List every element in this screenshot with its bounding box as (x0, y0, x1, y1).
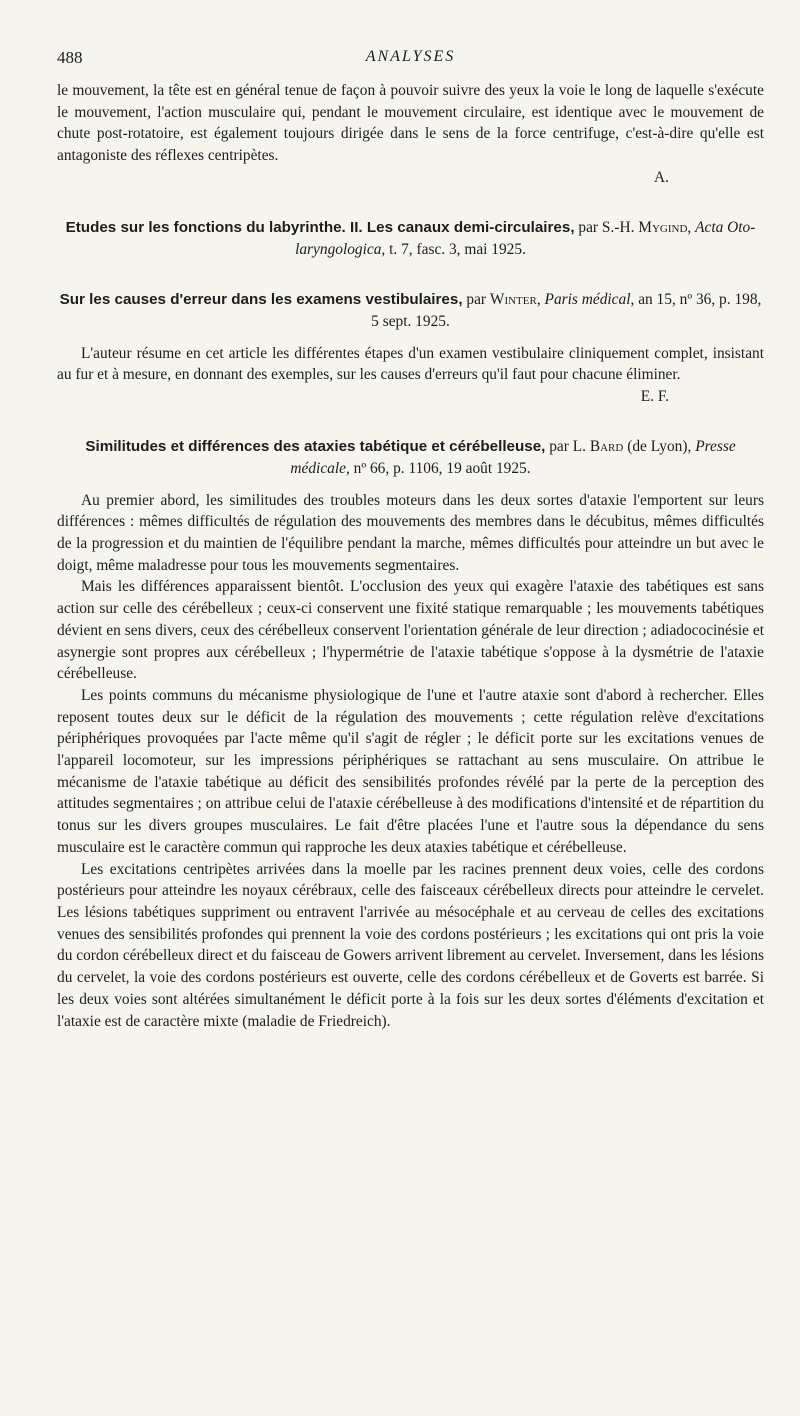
article-journal: Presse médicale, (290, 437, 736, 477)
article-1 (57, 217, 764, 261)
article-2 (57, 289, 764, 408)
article-title: Sur les causes d'erreur dans les examens vestibulaires, (59, 290, 463, 308)
article-by: par (578, 218, 599, 236)
page-header (57, 40, 764, 80)
abstract-paragraph: L'auteur résume en cet article les différentes étapes d'un examen vestibulaire cliniquement complet, insistant au fur et à mesure, en donnant des exemples, sur les causes d'erreurs qu'il faut pour chacune éliminer. (57, 344, 764, 384)
article-journal: Acta Oto-laryngologica, (295, 218, 756, 258)
abstract-paragraph: Les excitations centripètes arrivées dans la moelle par les racines prennent deux voies, celle des cordons postérieurs pour atteindre les noyaux cérébraux, celle des faisceaux cérébelleux directs pour atteindre le cervelet. Les lésions tabétiques suppriment ou entravent l'arrivée au mésocéphale et au cerveau de celles des excitations venues des sensibilités profondes qui prennent la voie des cordons postérieurs ; les excitations qui ont pris la voie du cordon cérébelleux direct et du faisceau de Gowers arrivent librement au cervelet. Inversement, dans les lésions du cervelet, la voie des cordons postérieurs est ouverte, celle des cordons cérébelleux et de Goverts est barrée. Si les deux voies sont altérées simultanément le déficit porte à la fois sur les deux sortes d'éléments d'excitation et l'ataxie est de caractère mixte (maladie de Friedreich). (57, 860, 764, 1030)
article-heading (57, 217, 764, 261)
article-title: Similitudes et différences des ataxies tabétique et cérébelleuse, (85, 437, 546, 455)
continued-paragraph: le mouvement, la tête est en général tenue de façon à pouvoir suivre des yeux la voie le long de laquelle s'exécute le mouvement, l'action musculaire qui, pendant le mouvement circulaire, est identique avec le mouvement de chute post-rotatoire, est également toujours dirigée dans le sens de la force centrifuge, c'est-à-dire qu'elle est antagoniste des réflexes centripètes. (57, 82, 764, 165)
abstract-signature: E. F. (640, 387, 669, 405)
continued-abstract (57, 80, 764, 189)
article-by: par (549, 437, 569, 455)
page-number: 488 (57, 48, 83, 67)
article-heading (57, 289, 764, 333)
article-by: par (466, 290, 487, 308)
abstract-paragraph: Mais les différences apparaissent bientôt. L'occlusion des yeux qui exagère l'ataxie des tabétiques est sans action sur celle des cérébelleux ; ceux-ci conservent une fixité statique remarquable ; les mouvements tabétiques dévient en sens divers, ceux des cérébelleux conservent l'orientation générale de leur direction ; adiadococinésie et asynergie sont propres aux cérébelleux ; l'hypermétrie de l'ataxie tabétique s'oppose à la dysmétrie de l'ataxie cérébelleuse. (57, 578, 764, 683)
article-author-extra: (de Lyon), (627, 437, 692, 455)
abstract-signature: A. (654, 168, 669, 186)
article-title: Etudes sur les fonctions du labyrinthe. II. Les canaux demi-circulaires, (65, 218, 575, 236)
abstract-paragraph: Au premier abord, les similitudes des troubles moteurs dans les deux sortes d'ataxie l'emportent sur leurs différences : mêmes difficultés de régulation des mouvements des membres dans le décubitus, mêmes difficultés de la progression et du maintien de l'équilibre pendant la marche, mêmes difficultés pour atteindre un but avec le doigt, même maladresse pour tous les mouvements segmentaires. (57, 491, 764, 574)
abstract-paragraph: Les points communs du mécanisme physiologique de l'une et l'autre ataxie sont d'abord à rechercher. Elles reposent toutes deux sur le déficit de la régulation des mouvements ; cette régulation relève d'excitations périphériques provoquées par l'acte même qu'il s'agit de régler ; le déficit porte sur les excitations venues de l'appareil locomoteur, sur les impressions périphériques se rattachant au sens musculaire. On attribue le mécanisme de l'ataxie tabétique au déficit des sensibilités profondes révélé par la perte de la perception des attitudes segmentaires ; on attribue celui de l'ataxie cérébelleuse à des modifications d'intensité et de répartition du tonus sur les divers groupes musculaires. Le fait d'être placées l'une et l'autre sous la dépendance du sens musculaire est le caractère commun qui rapproche les deux ataxies tabétique et cérébelleuse. (57, 686, 764, 856)
article-reference: an 15, nº 36, p. 198, 5 sept. 1925. (371, 290, 762, 330)
article-heading (57, 436, 764, 480)
article-reference: t. 7, fasc. 3, mai 1925. (389, 240, 526, 258)
article-reference: nº 66, p. 1106, 19 août 1925. (353, 459, 531, 477)
article-journal: Paris médical, (544, 290, 635, 308)
article-3 (57, 436, 764, 1033)
running-head: ANALYSES (365, 48, 456, 65)
article-author: Winter, (489, 290, 541, 308)
article-author: L. Bard (572, 437, 624, 455)
article-author: S.-H. Mygind, (601, 218, 692, 236)
